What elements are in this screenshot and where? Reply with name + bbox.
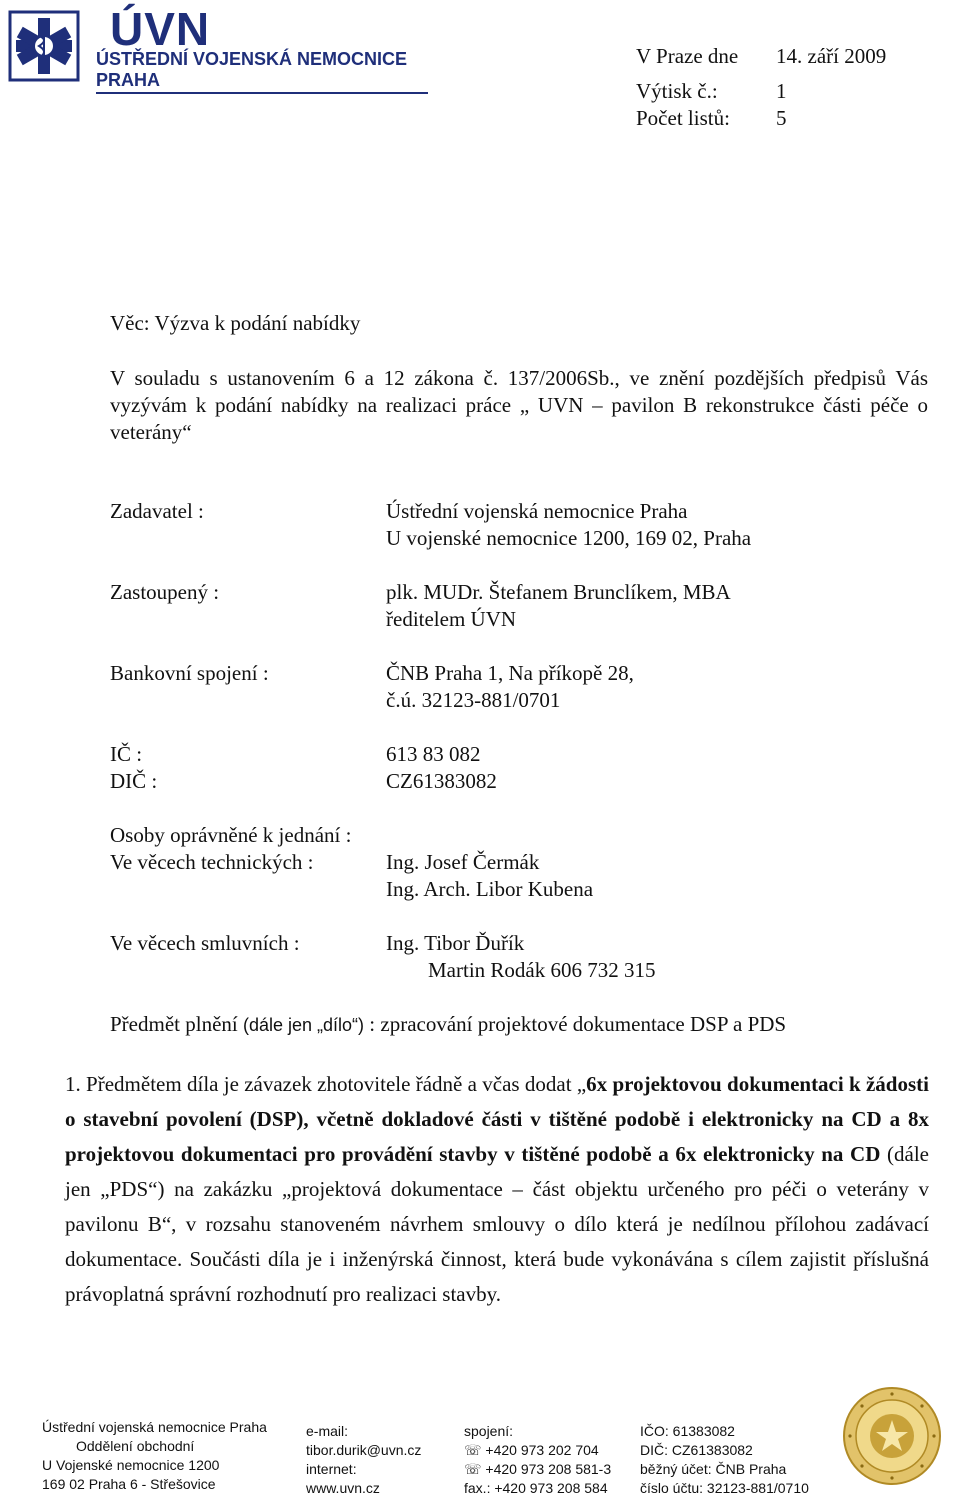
- bank-account: č.ú. 32123-881/0701: [386, 688, 561, 712]
- quality-seal-icon: [842, 1386, 942, 1486]
- zadavatel-name: Ústřední vojenská nemocnice Praha: [386, 499, 688, 523]
- footer-web-link[interactable]: www.uvn.cz: [306, 1480, 380, 1496]
- intro-paragraph: V souladu s ustanovením 6 a 12 zákona č. 137/2006Sb., ve znění pozdějších předpisů Vás vyzývám k podání nabídky na realizaci práce „ UVN – pavilon B rekonstrukce části péče o veterány“: [110, 366, 928, 444]
- subject-of-performance-text: : zpracování projektové dokumentace DSP a PDS: [364, 1012, 787, 1036]
- zastoupeny-name: plk. MUDr. Štefanem Brunclíkem, MBA: [386, 580, 731, 604]
- zastoupeny-role: ředitelem ÚVN: [386, 607, 517, 631]
- footer-line: Oddělení obchodní: [76, 1438, 195, 1454]
- copy-value: 1: [776, 79, 787, 103]
- footer-line: spojení:: [464, 1423, 514, 1439]
- item-1-intro: 1. Předmětem díla je závazek zhotovitele řádně a včas dodat „: [65, 1072, 587, 1096]
- footer-phones: [464, 1422, 611, 1498]
- sheets-value: 5: [776, 106, 787, 130]
- ic-value: 613 83 082: [386, 742, 481, 766]
- technical-person-2: Ing. Arch. Libor Kubena: [386, 877, 594, 901]
- sheets-label: Počet listů:: [636, 106, 730, 130]
- footer-email: [306, 1422, 421, 1498]
- footer-line: ☏ +420 973 202 704: [464, 1442, 599, 1458]
- footer-line: DIČ: CZ61383082: [640, 1442, 753, 1458]
- subject-of-performance-label: Předmět plnění: [110, 1012, 243, 1036]
- footer-line: běžný účet: ČNB Praha: [640, 1461, 787, 1477]
- footer-ids: [640, 1422, 809, 1498]
- zastoupeny-label: Zastoupený :: [110, 580, 220, 604]
- logo-title: ÚVN: [110, 3, 211, 55]
- logo-city: PRAHA: [96, 70, 161, 90]
- dic-value: CZ61383082: [386, 769, 497, 793]
- footer-line: U Vojenské nemocnice 1200: [42, 1457, 220, 1473]
- footer-line: internet:: [306, 1461, 357, 1477]
- dic-label: DIČ :: [110, 769, 158, 793]
- contract-person-2: Martin Rodák 606 732 315: [428, 958, 656, 982]
- copy-label: Výtisk č.:: [636, 79, 718, 103]
- footer-line: e-mail:: [306, 1423, 349, 1439]
- footer-line: Ústřední vojenská nemocnice Praha: [42, 1419, 267, 1435]
- item-1-bold: 6x projektovou dokumentaci k žádosti o stavební povolení (DSP), včetně dokladové části v tištěné podobě i elektronicky na CD a 8x projektovou dokumentaci pro provádění stavby v tištěné podobě a 6x elektronicky na CD: [65, 1072, 929, 1166]
- logo-hospital-name: ÚSTŘEDNÍ VOJENSKÁ NEMOCNICE: [96, 49, 408, 69]
- zadavatel-label: Zadavatel :: [110, 499, 204, 523]
- footer-hospital: [42, 1418, 267, 1494]
- item-1-rest: (dále jen „PDS“) na zakázku „projektová dokumentace – část objektu určeného pro péči o veterány v pavilonu B“, v rozsahu stanoveném návrhem smlouvy o dílo která je nedílnou přílohou zadávací dokumentace. Součásti díla je i inženýrská činnost, která bude vykonávána s cílem zajistit příslušná právoplatná správní rozhodnutí pro realizaci stavby.: [65, 1142, 929, 1306]
- bank-name: ČNB Praha 1, Na příkopě 28,: [386, 661, 634, 685]
- footer-line: číslo účtu: 32123-881/0710: [640, 1480, 809, 1496]
- place-date-value: 14. září 2009: [776, 44, 887, 68]
- technical-person-1: Ing. Josef Čermák: [386, 850, 540, 874]
- footer-email-link[interactable]: tibor.durik@uvn.cz: [306, 1442, 422, 1458]
- subject-of-performance-note: (dále jen „dílo“): [242, 1015, 365, 1035]
- footer-line: IČO: 61383082: [640, 1423, 735, 1439]
- ic-label: IČ :: [110, 742, 143, 766]
- footer-line: fax.: +420 973 208 584: [464, 1480, 608, 1496]
- uvn-logo-icon: [8, 10, 80, 82]
- technical-label: Ve věcech technických :: [110, 850, 314, 874]
- subject-of-performance: [110, 1012, 786, 1037]
- zadavatel-address: U vojenské nemocnice 1200, 169 02, Praha: [386, 526, 752, 550]
- bank-label: Bankovní spojení :: [110, 661, 269, 685]
- subject-heading: Věc: Výzva k podání nabídky: [110, 311, 361, 335]
- persons-heading: Osoby oprávněné k jednání :: [110, 823, 352, 847]
- contract-label: Ve věcech smluvních :: [110, 931, 300, 955]
- contract-person-1: Ing. Tibor Ďuřík: [386, 931, 525, 955]
- footer-line: ☏ +420 973 208 581-3: [464, 1461, 612, 1477]
- footer-line: 169 02 Praha 6 - Střešovice: [42, 1476, 216, 1492]
- logo-underline: [96, 92, 428, 94]
- place-date-label: V Praze dne: [636, 44, 739, 68]
- item-1-paragraph: [65, 1067, 929, 1312]
